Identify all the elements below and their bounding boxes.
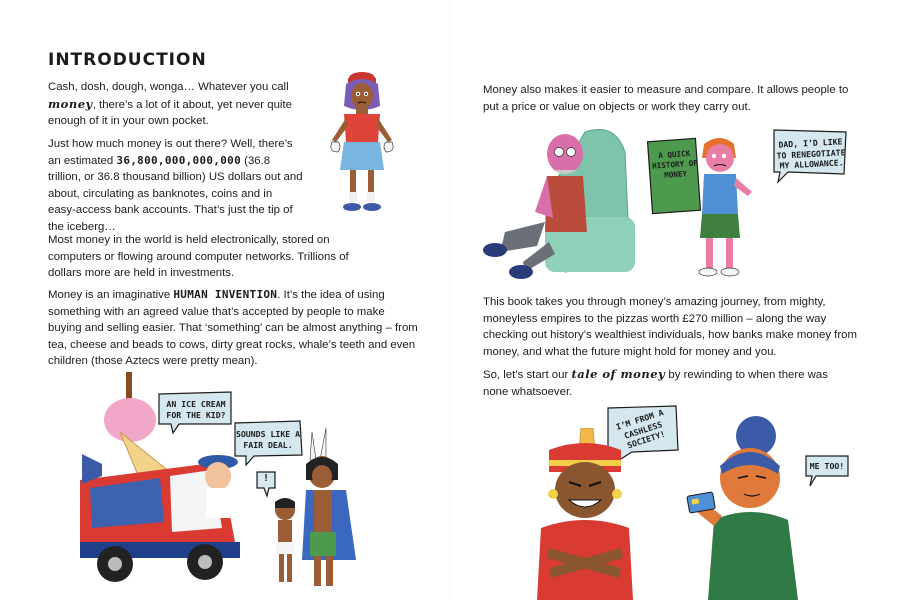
book-title: A QUICK HISTORY OF MONEY xyxy=(651,148,699,180)
bubble-text-cashless: I’M FROM A CASHLESS SOCIETY! xyxy=(614,407,667,451)
paragraph-text: Cash, dosh, dough, wonga… Whatever you call xyxy=(48,81,289,93)
intro-paragraph-2 xyxy=(48,136,303,235)
right-paragraph-2: This book takes you through money’s amazing journey, from mighty, moneyless empires to the pizzas worth £270 million – along the way checking out history’s wealthiest individuals, how banks make money from money, and what the future might hold for money and you. xyxy=(483,296,857,358)
bubble-text-ice-cream: AN ICE CREAM FOR THE KID? xyxy=(166,399,226,420)
girl-empty-pockets-illustration xyxy=(318,70,418,220)
highlight-tale-of-money: tale of money xyxy=(571,367,666,381)
intro-paragraph-4 xyxy=(48,287,420,370)
ice-cream-van-illustration xyxy=(60,372,360,594)
highlight-money: money xyxy=(48,96,93,111)
bubble-text-exclaim: ! xyxy=(262,473,270,484)
paragraph-text: . It’s the idea of using something with an agreed value that’s accepted by people to make buying and selling easier. That ‘something’ can be almost anything – from tea, cheese and beads to cows, dirty great rocks, whale’s teeth and even children (those Aztecs were pretty mean). xyxy=(48,289,418,367)
right-paragraph-1: Money also makes it easier to measure and compare. It allows people to put a price or value on objects or work they carry out. xyxy=(483,84,849,113)
right-paragraph-3 xyxy=(483,366,853,400)
bubble-text-me-too: ME TOO! xyxy=(809,461,845,471)
intro-paragraph-3: Most money in the world is held electronically, stored on computers or flowing around computer networks. Trillions of dollars more are held in investments. xyxy=(48,234,349,279)
bubble-text-fair-deal: SOUNDS LIKE A FAIR DEAL. xyxy=(235,429,301,450)
woman-with-card-illustration xyxy=(668,416,808,600)
page-title: INTRODUCTION xyxy=(48,50,207,70)
paragraph-text: Money is an imaginative xyxy=(48,289,171,301)
paragraph-text: by rewinding to when there was none whatsoever. xyxy=(483,369,828,398)
paragraph-text: (36.8 trillion, or 36.8 thousand billion) US dollars out and about, circulating as banknotes, coins and in easy-access bank accounts. That’s just the tip of the iceberg… xyxy=(48,154,303,233)
bubble-text-allowance: DAD, I’D LIKE TO RENEGOTIATE MY ALLOWANCE. xyxy=(776,136,846,171)
right-page xyxy=(450,0,900,600)
paragraph-text: So, let’s start our xyxy=(483,369,569,381)
highlight-human-invention: HUMAN INVENTION xyxy=(173,288,278,301)
dad-in-armchair-illustration xyxy=(475,122,655,282)
paragraph-text: , there’s a lot of it about, yet never quite enough of it in your own pocket. xyxy=(48,98,292,127)
kid-with-book-illustration xyxy=(680,132,760,282)
inca-ruler-illustration xyxy=(535,428,635,600)
paragraph-text: Just how much money is out there? Well, there’s an estimated xyxy=(48,138,293,167)
highlight-amount: 36,800,000,000,000 xyxy=(116,153,241,167)
intro-paragraph-1 xyxy=(48,79,298,130)
